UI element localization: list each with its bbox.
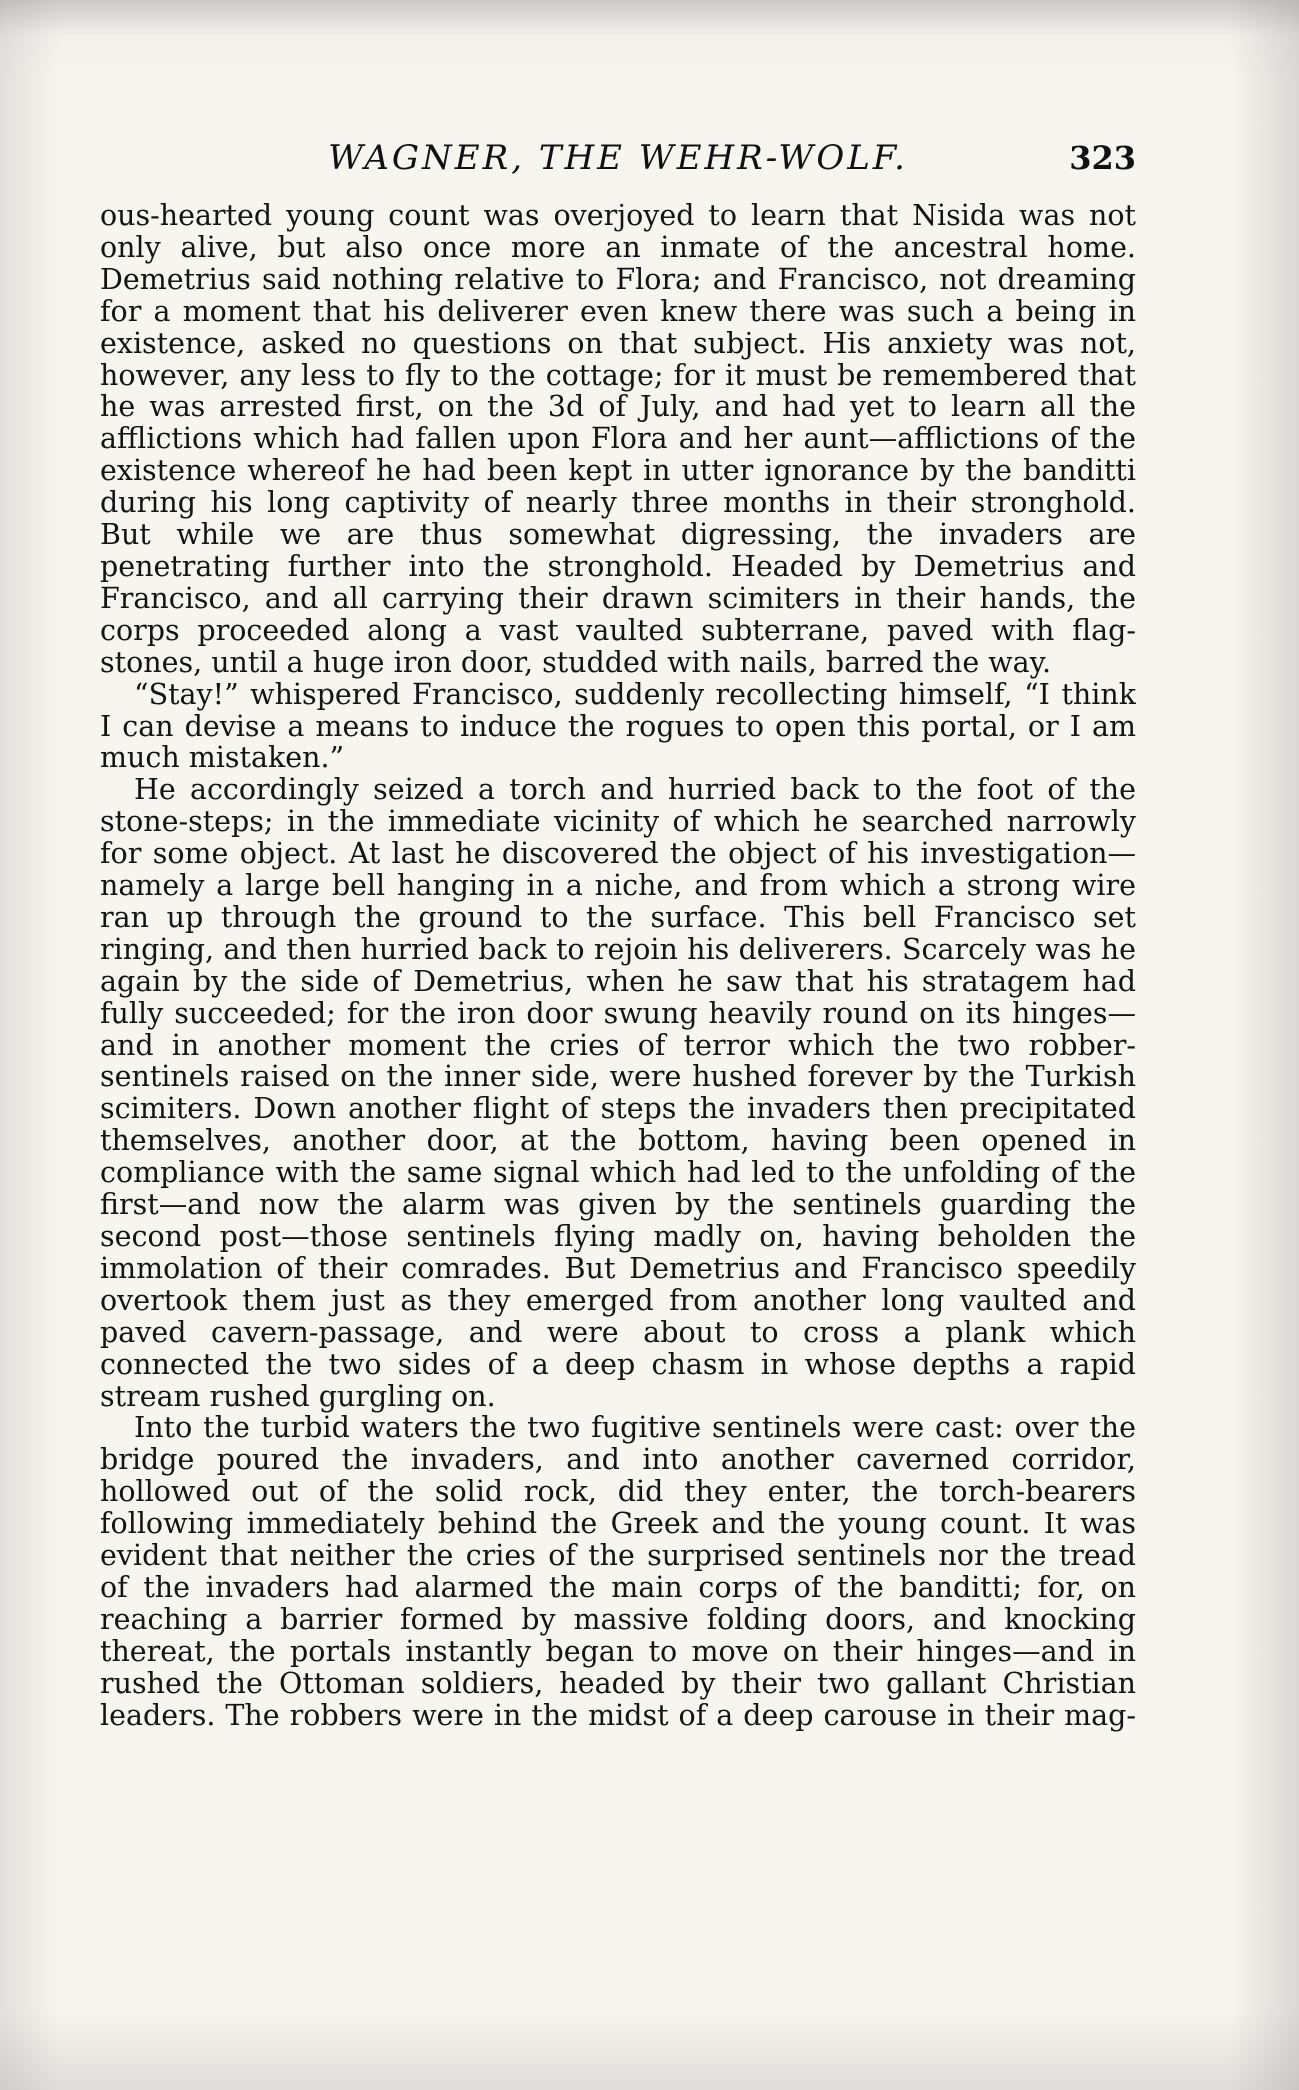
scan-shadow-top xyxy=(0,0,1299,80)
body-text xyxy=(100,200,1136,2070)
page-number: 323 xyxy=(1069,139,1136,177)
page-header xyxy=(100,136,1136,180)
paragraph-1: ous-hearted young count was overjoyed to learn that Nisida was not only alive, but also once more an inmate of the ancestral home. Demetrius said nothing relative to Flora; and Francisco, not dreaming for a moment that his deliverer even knew there was such a being in existence, asked no questions on that subject. His anxiety was not, however, any less to fly to the cottage; for it must be remembered that he was arrested first, on the 3d of July, and had yet to learn all the afflictions which had fallen upon Flora and her aunt—afflictions of the existence whereof he had been kept in utter ignorance by the banditti during his long captivity of nearly three months in their stronghold. But while we are thus somewhat digressing, the invaders are penetrating further into the stronghold. Headed by Demetrius and Francisco, and all carrying their drawn scimiters in their hands, the corps proceeded along a vast vaulted subterrane, paved with flag-stones, until a huge iron door, studded with nails, barred the way. xyxy=(100,200,1136,679)
running-title: WAGNER, THE WEHR-WOLF. xyxy=(328,138,908,178)
paragraph-2: “Stay!” whispered Francisco, suddenly recollecting himself, “I think I can devise a means to induce the rogues to open this portal, or I am much mistaken.” xyxy=(100,677,1136,775)
paragraph-3: He accordingly seized a torch and hurried back to the foot of the stone-steps; in the immediate vicinity of which he searched narrowly for some object. At last he discovered the object of his investigation—namely a large bell hanging in a niche, and from which a strong wire ran up through the ground to the surface. This bell Francisco set ringing, and then hurried back to rejoin his deliverers. Scarcely was he again by the side of Demetrius, when he saw that his stratagem had fully succeeded; for the iron door swung heavily round on its hinges—and in another moment the cries of terror which the two robber-sentinels raised on the inner side, were hushed forever by the Turkish scimiters. Down another flight of steps the invaders then precipitated themselves, another door, at the bottom, having been opened in compliance with the same signal which had led to the unfolding of the first—and now the alarm was given by the sentinels guarding the second post—those sentinels flying madly on, having beholden the immolation of their comrades. But Demetrius and Francisco speedily overtook them just as they emerged from another long vaulted and paved cavern-passage, and were about to cross a plank which connected the two sides of a deep chasm in whose depths a rapid stream rushed gurgling on. xyxy=(100,773,1136,1413)
paragraph-4: Into the turbid waters the two fugitive sentinels were cast: over the bridge poured the invaders, and into another caverned corridor, hollowed out of the solid rock, did they enter, the torch-bearers following immediately behind the Greek and the young count. It was evident that neither the cries of the surprised sentinels nor the tread of the invaders had alarmed the main corps of the banditti; for, on reaching a barrier formed by massive folding doors, and knocking thereat, the portals instantly began to move on their hinges—and in rushed the Ottoman soldiers, headed by their two gallant Christian leaders. The robbers were in the midst of a deep carouse in their mag- xyxy=(100,1411,1136,1732)
scan-shadow-right xyxy=(1229,0,1299,2090)
scan-shadow-left xyxy=(0,0,60,2090)
